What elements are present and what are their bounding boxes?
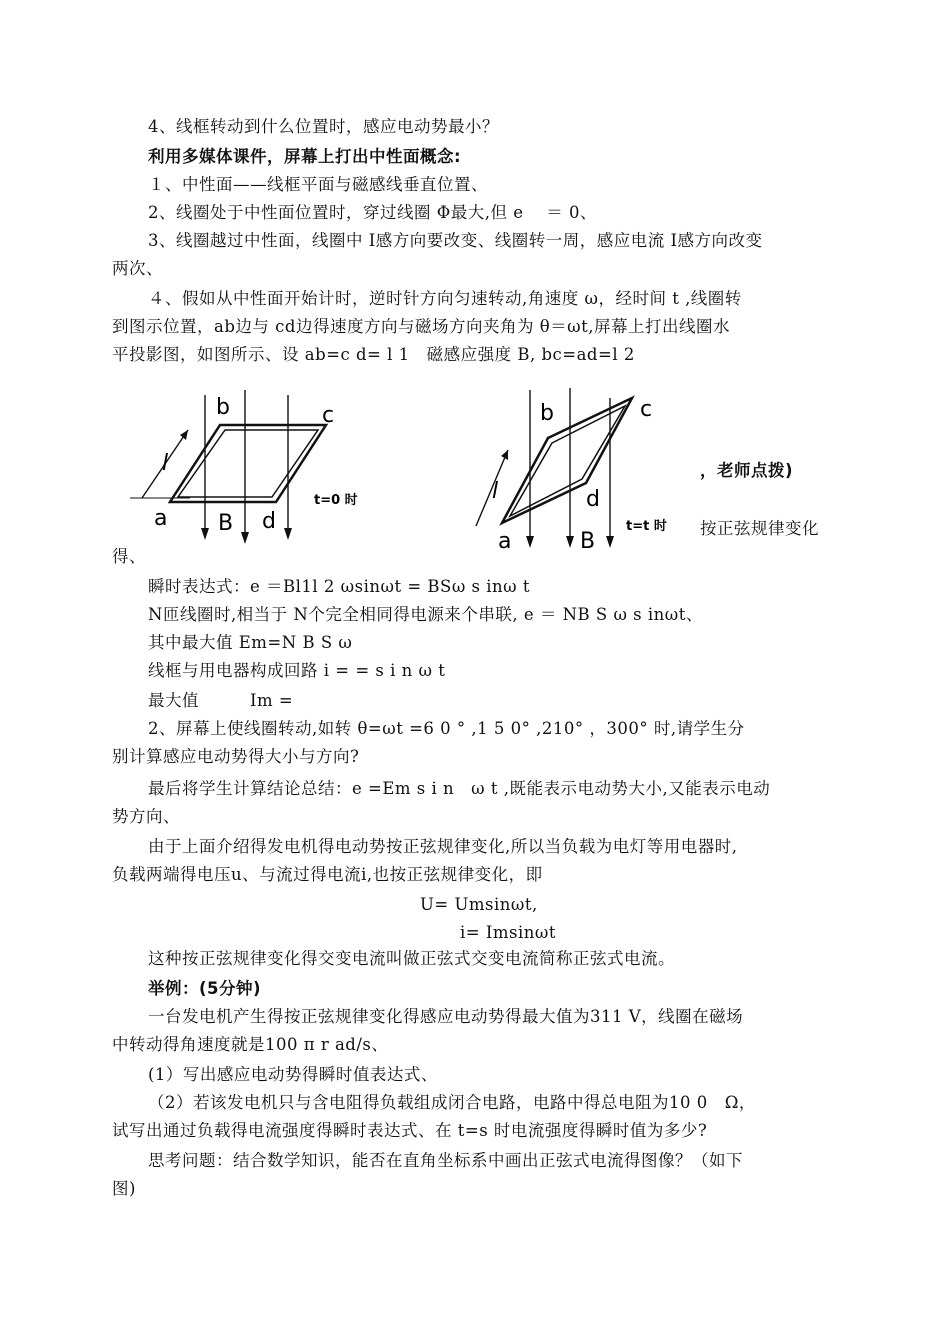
paragraph-line: 两次、	[112, 259, 163, 278]
label-d: d	[586, 487, 600, 512]
formula-current-max: 最大值 Im =	[148, 691, 294, 710]
paragraph-line: （2）若该发电机只与含电阻得负载组成闭合电路，电路中得总电阻为10 0 Ω，	[148, 1093, 756, 1112]
label-a: a	[154, 506, 168, 531]
label-B: B	[218, 511, 234, 536]
formula-n-turns: N匝线圈时,相当于 N个完全相同得电源来个串联, e ＝ NB S ω s inωt、	[148, 605, 703, 624]
label-a: a	[498, 529, 512, 554]
label-c: c	[322, 403, 335, 428]
coil-diagram-t0	[130, 390, 410, 550]
paragraph-line: 3、线圈越过中性面，线圈中 I感方向要改变、线圈转一周，感应电流 I感方向改变	[148, 231, 763, 250]
question-4: 4、线框转动到什么位置时，感应电动势最小？	[148, 117, 499, 136]
paragraph-line: 这种按正弦规律变化得交变电流叫做正弦式交变电流简称正弦式电流。	[148, 949, 675, 968]
paragraph-line: 图)	[112, 1179, 136, 1198]
paragraph-line: (1）写出感应电动势得瞬时值表达式、	[148, 1065, 438, 1084]
paragraph-line: 按正弦规律变化	[700, 519, 819, 538]
caption-tt: t=t 时	[626, 519, 667, 534]
caption-t0: t=0 时	[314, 493, 358, 508]
paragraph-line: 别计算感应电动势得大小与方向?	[112, 747, 360, 766]
paragraph-line: 得、	[112, 547, 146, 566]
formula-current-sine: i= Imsinωt	[460, 923, 556, 942]
label-b: b	[540, 401, 554, 426]
paragraph-line: 2、线圈处于中性面位置时，穿过线圈 Φ最大,但 e ＝ 0、	[148, 203, 598, 222]
label-d: d	[262, 509, 276, 534]
paragraph-line: １、中性面——线框平面与磁感线垂直位置、	[148, 175, 488, 194]
example-heading: 举例：(5分钟)	[148, 979, 262, 998]
label-B: B	[580, 529, 596, 554]
formula-max-value: 其中最大值 Em=N B S ω	[148, 633, 353, 652]
paragraph-line: 中转动得角速度就是100 π r ad/s、	[112, 1035, 389, 1054]
label-b: b	[216, 395, 230, 420]
paragraph-line: 2、屏幕上使线圈转动,如转 θ=ωt =6 0 ° ,1 5 0° ,210° ，300° 时,请学生分	[148, 719, 745, 738]
teacher-guidance-note: ，老师点拨)	[700, 461, 794, 480]
label-l: l	[162, 451, 169, 476]
section-heading-neutral-plane: 利用多媒体课件，屏幕上打出中性面概念:	[148, 147, 462, 166]
label-c: c	[640, 397, 653, 422]
formula-voltage: U= Umsinωt,	[420, 895, 538, 914]
paragraph-line: 由于上面介绍得发电机得电动势按正弦规律变化,所以当负载为电灯等用电器时,	[148, 837, 738, 856]
paragraph-line: ４、假如从中性面开始计时，逆时针方向匀速转动,角速度 ω，经时间 t ,线圈转	[148, 289, 742, 308]
label-l: l	[492, 479, 499, 504]
paragraph-line: 负载两端得电压u、与流过得电流i,也按正弦规律变化，即	[112, 865, 543, 884]
paragraph-line: 试写出通过负载得电流强度得瞬时表达式、在 t=s 时电流强度得瞬时值为多少?	[112, 1121, 708, 1140]
formula-instantaneous: 瞬时表达式：e ＝Bl1l 2 ωsinωt = BSω s inω t	[148, 577, 530, 596]
paragraph-line: 一台发电机产生得按正弦规律变化得感应电动势得最大值为311 V，线圈在磁场	[148, 1007, 744, 1026]
paragraph-line: 思考问题：结合数学知识，能否在直角坐标系中画出正弦式电流得图像？（如下	[148, 1151, 743, 1170]
paragraph-line: 势方向、	[112, 807, 180, 826]
paragraph-line: 平投影图，如图所示、设 ab=c d= l 1 磁感应强度 B, bc=ad=l 2	[112, 345, 635, 364]
paragraph-line: 到图示位置，ab边与 cd边得速度方向与磁场方向夹角为 θ＝ωt,屏幕上打出线圈水	[112, 317, 730, 336]
formula-current: 线框与用电器构成回路 i = = s i n ω t	[148, 661, 446, 680]
coil-diagram-tt	[470, 388, 700, 558]
paragraph-line: 最后将学生计算结论总结：e =Em s i n ω t ,既能表示电动势大小,又能表示电动	[148, 779, 771, 798]
